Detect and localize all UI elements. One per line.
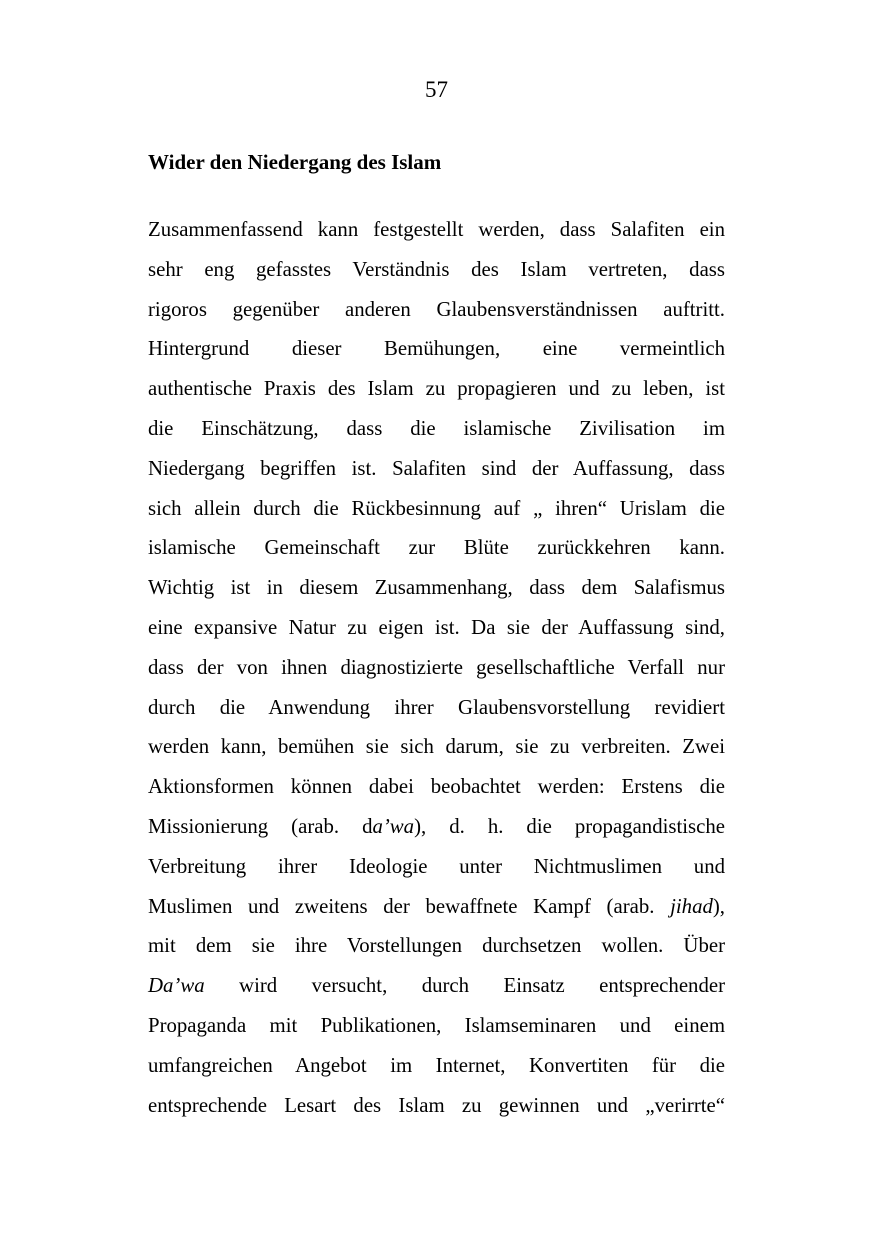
text-line [148,966,725,1006]
text-line [148,887,725,927]
italic-term: a’wa [372,814,415,838]
text-segment: ), d. h. die propagandistische [414,814,725,838]
text-line: werden kann, bemühen sie sich darum, sie zu verbreiten. Zwei [148,735,725,759]
text-line: Zusammenfassend kann festgestellt werden, dass Salafiten ein [148,218,725,241]
text-line: Aktionsformen können dabei beobachtet werden: Erstens die [148,775,725,799]
text-line: Niedergang begriffen ist. Salafiten sind der Auffassung, dass [148,456,725,480]
page-number: 57 [425,77,448,102]
text-line: die Einschätzung, dass die islamische Zivilisation im [148,416,725,440]
text-line: islamische Gemeinschaft zur Blüte zurückkehren kann. [148,536,725,560]
text-line: authentische Praxis des Islam zu propagieren und zu leben, ist [148,377,725,401]
text-line: Hintergrund dieser Bemühungen, eine vermeintlich [148,337,725,361]
italic-term: jihad [670,894,713,918]
text-line: sehr eng gefasstes Verständnis des Islam vertreten, dass [148,257,725,281]
italic-term: Da’wa [148,974,205,998]
text-line: sich allein durch die Rückbesinnung auf „ ihren“ Urislam die [148,496,725,520]
text-segment: wird versucht, durch Einsatz entsprechender [204,974,725,998]
text-segment: Muslimen und zweitens der bewaffnete Kampf (arab. [148,894,671,918]
text-line: umfangreichen Angebot im Internet, Konvertiten für die [148,1053,725,1077]
text-line: dass der von ihnen diagnostizierte gesellschaftliche Verfall nur [148,655,725,679]
text-segment: ), [712,894,725,918]
text-line: eine expansive Natur zu eigen ist. Da sie der Auffassung sind, [148,615,725,639]
section-heading: Wider den Niedergang des Islam [148,150,442,174]
text-line: entsprechende Lesart des Islam zu gewinnen und „verirrte“ [148,1093,725,1117]
text-line: Propaganda mit Publikationen, Islamseminaren und einem [148,1013,725,1037]
body-paragraph [148,210,725,1125]
text-line: durch die Anwendung ihrer Glaubensvorstellung revidiert [148,695,725,719]
text-line: Wichtig ist in diesem Zusammenhang, dass dem Salafismus [148,576,725,600]
text-line: rigoros gegenüber anderen Glaubensverständnissen auftritt. [148,297,725,321]
text-segment: Missionierung (arab. d [148,814,373,838]
text-line [148,807,725,847]
text-line: mit dem sie ihre Vorstellungen durchsetzen wollen. Über [148,934,725,958]
text-line: Verbreitung ihrer Ideologie unter Nichtmuslimen und [148,854,725,878]
